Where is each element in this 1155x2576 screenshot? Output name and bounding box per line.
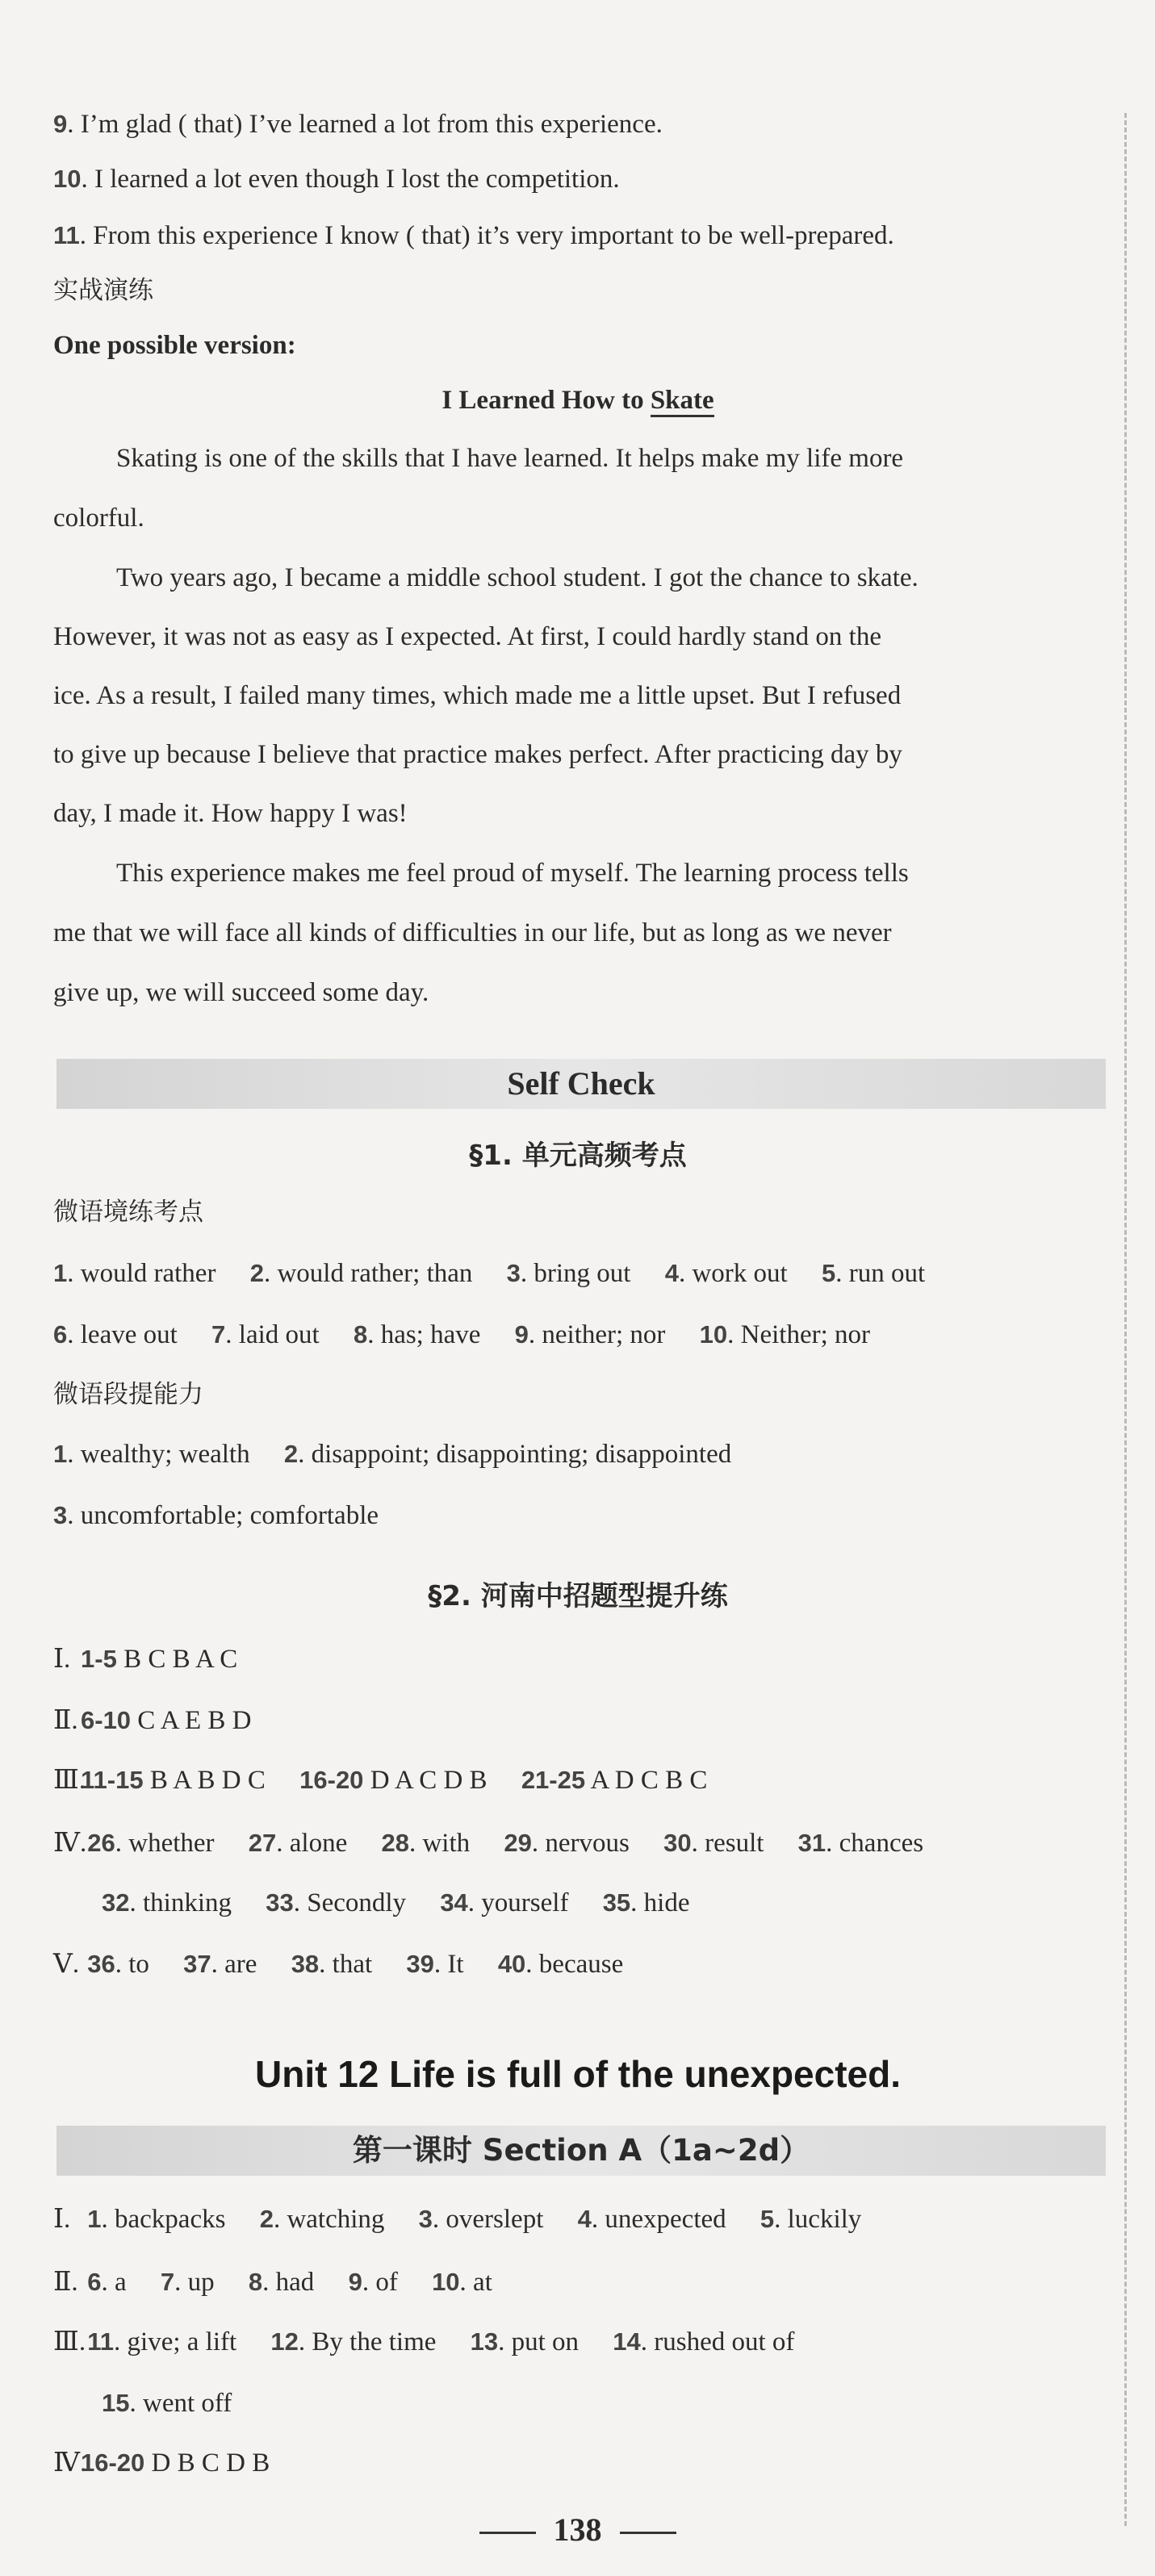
sub2-heading: 微语段提能力	[53, 1380, 203, 1409]
self-check-title: Self Check	[507, 1065, 655, 1102]
sentence-10: 10. I learned a lot even though I lost the competition.	[53, 165, 620, 194]
u12-row-iv: Ⅳ.16-20 D B C D B	[53, 2448, 270, 2478]
u12-row-iii-cont: 15. went off	[102, 2389, 232, 2418]
s2-row-iv: Ⅳ. 26. whether 27. alone 28. with 29. nervous 30. result 31. chances	[53, 1829, 924, 1858]
s2-title: §2. 河南中招题型提升练	[428, 1580, 728, 1612]
s2-row-v: Ⅴ. 36. to 37. are 38. that 39. It 40. because	[53, 1950, 624, 1979]
essay-p1-line2: colorful.	[53, 504, 144, 533]
essay-p3-line1: This experience makes me feel proud of myself. The learning process tells	[116, 859, 909, 888]
page-number: 138	[553, 2511, 602, 2548]
s1-row3: 1. wealthy; wealth 2. disappoint; disappointing; disappointed	[53, 1440, 732, 1469]
sub1-heading: 微语境练考点	[53, 1198, 203, 1227]
section-a-title: 第一课时 Section A（1a~2d）	[352, 2133, 810, 2168]
s1-row1: 1. would rather 2. would rather; than 3. bring out 4. work out 5. run out	[53, 1259, 926, 1288]
essay-p3-line2: me that we will face all kinds of difficulties in our life, but as long as we never	[53, 918, 892, 947]
s2-row-ii: Ⅱ. 6-10 C A E B D	[53, 1706, 252, 1735]
essay-p2-line3: ice. As a result, I failed many times, which made me a little upset. But I refused	[53, 681, 902, 710]
u12-row-iii: Ⅲ. 11. give; a lift 12. By the time 13. put on 14. rushed out of	[53, 2327, 795, 2356]
essay-p3-line3: give up, we will succeed some day.	[53, 978, 429, 1007]
page-footer	[0, 2510, 1155, 2550]
essay-p2-line2: However, it was not as easy as I expected. At first, I could hardly stand on the	[53, 622, 881, 651]
essay-title: I Learned How to Skate	[53, 383, 1103, 418]
unit-12-title: Unit 12 Life is full of the unexpected.	[255, 2053, 901, 2095]
s2-row-i: Ⅰ. 1-5 B C B A C	[53, 1645, 238, 1674]
s2-row-iii: Ⅲ.11-15 B A B D C 16-20 D A C D B 21-25 A D C B C	[53, 1766, 708, 1795]
version-label: One possible version:	[53, 331, 296, 360]
footer-dash-left	[479, 2532, 536, 2534]
s2-row-iv-cont: 32. thinking 33. Secondly 34. yourself 35. hide	[102, 1888, 690, 1917]
u12-row-ii: Ⅱ. 6. a 7. up 8. had 9. of 10. at	[53, 2268, 492, 2297]
essay-p2-line5: day, I made it. How happy I was!	[53, 799, 408, 828]
writing-heading: 实战演练	[53, 276, 153, 305]
footer-dash-right	[620, 2532, 676, 2534]
binding-margin-line	[1124, 113, 1127, 2526]
sentence-11: 11. From this experience I know ( that) it’s very important to be well-prepared.	[53, 221, 894, 250]
essay-p2-line4: to give up because I believe that practice makes perfect. After practicing day by	[53, 740, 902, 769]
s1-title: §1. 单元高频考点	[469, 1140, 687, 1172]
s1-row2: 6. leave out 7. laid out 8. has; have 9. neither; nor 10. Neither; nor	[53, 1320, 871, 1349]
u12-row-i: Ⅰ. 1. backpacks 2. watching 3. overslept 4. unexpected 5. luckily	[53, 2205, 862, 2234]
s1-row4: 3. uncomfortable; comfortable	[53, 1501, 379, 1530]
essay-p2-line1: Two years ago, I became a middle school student. I got the chance to skate.	[116, 563, 919, 592]
sentence-9: 9. I’m glad ( that) I’ve learned a lot from this experience.	[53, 110, 663, 139]
essay-p1-line1: Skating is one of the skills that I have learned. It helps make my life more	[116, 444, 904, 473]
